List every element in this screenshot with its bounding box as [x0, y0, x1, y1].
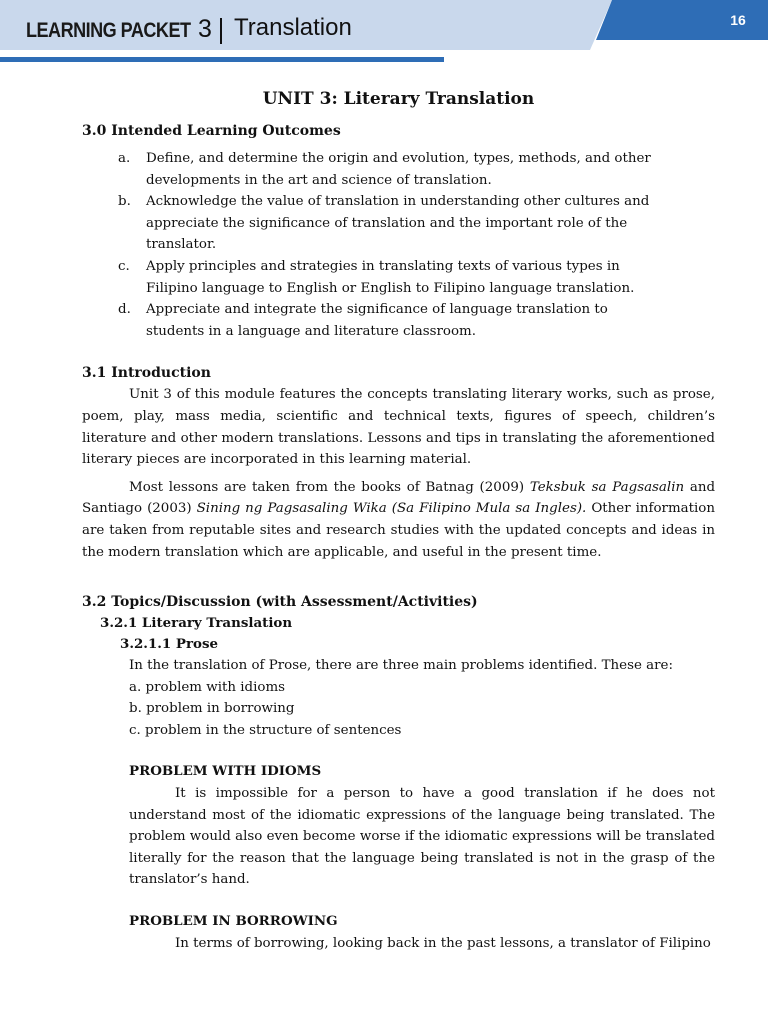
borrowing-paragraph: In terms of borrowing, looking back in the past lessons, a translator of Filipino	[175, 935, 711, 951]
list-item: b. problem in borrowing	[129, 701, 295, 717]
header-separator	[220, 18, 222, 44]
subsection-heading: 3.2.1 Literary Translation	[100, 615, 293, 632]
list-marker: a.	[118, 151, 131, 166]
unit-title: UNIT 3: Literary Translation	[262, 89, 535, 109]
book-title: Sining ng Pagsasaling Wika (Sa Filipino Mula sa Ingles).	[196, 501, 587, 517]
topics-heading: 3.2 Topics/Discussion (with Assessment/Activities)	[82, 594, 478, 611]
header-unit-number: 3	[198, 15, 212, 43]
introduction-heading: 3.1 Introduction	[82, 365, 211, 382]
prose-intro: In the translation of Prose, there are three main problems identified. These are:	[129, 658, 673, 674]
list-item-text: Define, and determine the origin and evolution, types, methods, and other developments in the art and science of translation.	[146, 151, 651, 188]
outcomes-list	[82, 148, 715, 342]
text-run: Other information are taken from reputable sites and research studies with the updated concepts and ideas in the modern translation which are applicable, and useful in the present time.	[82, 501, 715, 560]
header-title: Translation	[234, 14, 352, 41]
list-item	[82, 148, 670, 191]
list-item: c. problem in the structure of sentences	[129, 722, 402, 738]
book-title: Teksbuk sa Pagsasalin	[529, 479, 685, 495]
list-marker: d.	[118, 302, 131, 318]
list-item	[82, 256, 670, 299]
idioms-paragraph: It is impossible for a person to have a good translation if he does not understand most of the idiomatic expressions of the language being translated. The problem would also even become worse if the idiomatic expressions will be translated literally for the reason that the language being translated is not in the grasp of the translator’s hand.	[129, 786, 715, 888]
page-header	[0, 0, 768, 54]
brand-label: LEARNING PACKET	[26, 19, 191, 42]
list-item-text: Apply principles and strategies in translating texts of various types in Filipino language to English or English to Filipino language translation.	[146, 258, 635, 296]
list-item: a. problem with idioms	[129, 679, 286, 695]
idioms-heading: PROBLEM WITH IDIOMS	[129, 763, 322, 780]
outcomes-heading: 3.0 Intended Learning Outcomes	[82, 123, 341, 139]
page-number: 16	[730, 12, 746, 28]
list-item-text: Appreciate and integrate the significance of language translation to students in a language and literature classroom.	[146, 302, 608, 339]
borrowing-heading: PROBLEM IN BORROWING	[129, 913, 338, 930]
text-run: Most lessons are taken from the books of Batnag (2009)	[129, 479, 530, 495]
list-item	[82, 299, 670, 342]
list-marker: c.	[118, 258, 130, 274]
introduction-paragraph-2	[82, 477, 715, 563]
subsubsection-heading: 3.2.1.1 Prose	[120, 636, 219, 653]
document-body	[82, 86, 715, 954]
list-item-text: Acknowledge the value of translation in understanding other cultures and appreciate the significance of translation and the important role of the translator.	[146, 194, 650, 253]
text-run: and Santiago (2003)	[82, 479, 716, 517]
prose-section	[129, 655, 715, 954]
list-marker: b.	[118, 194, 131, 210]
list-item	[82, 191, 670, 256]
header-underline	[0, 57, 444, 62]
introduction-paragraph-1: Unit 3 of this module features the concepts translating literary works, such as prose, poem, play, mass media, scientific and technical texts, figures of speech, children’s literature and other modern translations. Lessons and tips in translating the aforementioned literary pieces are incorporated in this learning material.	[82, 387, 715, 468]
